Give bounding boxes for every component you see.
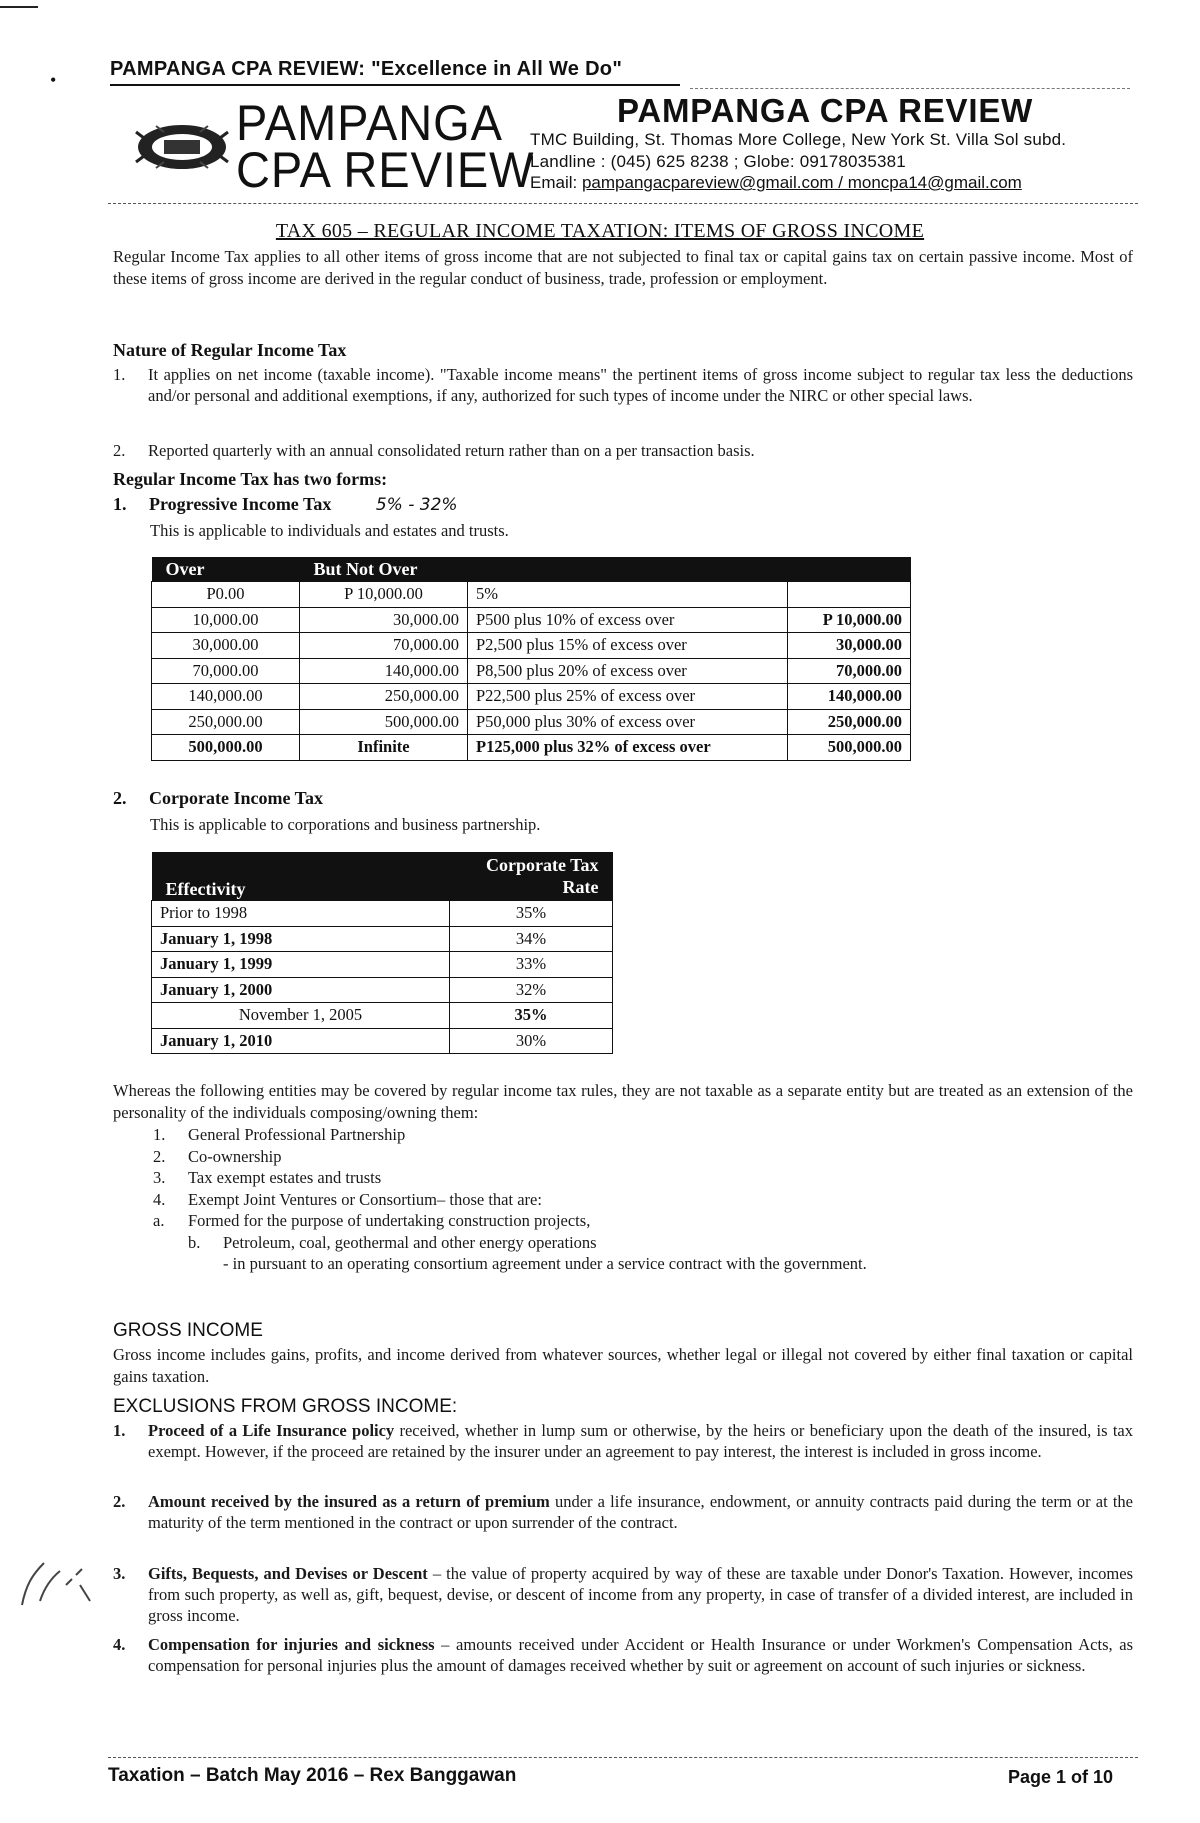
table-row <box>152 926 613 952</box>
progressive-tax-table <box>151 557 911 761</box>
table-cell: P125,000 plus 32% of excess over <box>468 735 788 761</box>
table-row <box>152 607 911 633</box>
nature-heading: Nature of Regular Income Tax <box>113 340 347 360</box>
exclusion-num: 2. <box>113 1492 126 1511</box>
exclusion-title: Proceed of a Life Insurance policy <box>148 1421 395 1440</box>
table-row <box>152 709 911 735</box>
nature-item-text: Reported quarterly with an annual consolidated return rather than on a per transaction basis. <box>148 441 755 460</box>
table-cell: P 10,000.00 <box>300 582 468 608</box>
gross-income-paragraph: Gross income includes gains, profits, and income derived from whatever sources, whether legal or illegal not covered by either final taxation or capital gains taxation. <box>113 1345 1133 1386</box>
forms-heading: Regular Income Tax has two forms: <box>113 469 388 489</box>
nature-item-1 <box>113 364 1133 406</box>
org-name: PAMPANGA CPA REVIEW <box>617 92 1034 129</box>
exclusion-item-4 <box>113 1634 1133 1676</box>
table-cell: 250,000.00 <box>788 709 911 735</box>
exclusion-body <box>148 1563 1133 1626</box>
exclusion-text: under a life insurance, endowment, or annuity contracts paid during the term or at the maturity of the term mentioned in the contract or upon surrender of the contract. <box>148 1492 1134 1532</box>
list-num: 2. <box>153 1146 166 1166</box>
footer-page-number: Page 1 of 10 <box>1008 1767 1114 1787</box>
table-cell: 30,000.00 <box>300 607 468 633</box>
table-header-row <box>152 852 613 901</box>
whereas-paragraph: Whereas the following entities may be covered by regular income tax rules, they are not taxable as a separate entity but are treated as an extension of the personality of the individuals composing/owning them: <box>113 1081 1133 1122</box>
table-cell: November 1, 2005 <box>152 1003 450 1029</box>
corporate-tax-table <box>151 852 613 1054</box>
table-header-row <box>152 557 911 582</box>
table-cell: 70,000.00 <box>788 658 911 684</box>
logo-line-2: CPA REVIEW <box>236 142 535 198</box>
scan-mark <box>0 6 38 8</box>
table-cell: 500,000.00 <box>788 735 911 761</box>
table-row <box>152 684 911 710</box>
list-item <box>153 1167 867 1189</box>
table-row <box>152 901 613 927</box>
list-num: a. <box>153 1211 165 1230</box>
table-cell: 30,000.00 <box>788 633 911 659</box>
progressive-title-row <box>113 494 458 515</box>
table-row <box>152 658 911 684</box>
table-row <box>152 977 613 1003</box>
list-item <box>153 1210 867 1232</box>
exclusion-text: – amounts received under Accident or Health Insurance or under Workmen's Compensation Acts, as compensation for personal injuries plus the amount of damages received whether by suit or agreement on account of such injuries or sickness. <box>148 1635 1133 1675</box>
table-cell: 5% <box>468 582 788 608</box>
exclusion-body <box>148 1420 1133 1462</box>
exclusion-num: 1. <box>113 1421 126 1440</box>
table-cell: 140,000.00 <box>788 684 911 710</box>
motto-underline <box>110 84 680 86</box>
nature-item-num: 1. <box>113 365 126 384</box>
table-row <box>152 582 911 608</box>
list-text: Exempt Joint Ventures or Consortium– those that are: <box>188 1189 542 1209</box>
table-cell: P8,500 plus 20% of excess over <box>468 658 788 684</box>
nature-item-text: It applies on net income (taxable income). "Taxable income means" the pertinent items of gross income subject to regular tax less the deductions and/or personal and additional exemptions, if any, authorized for such types of income under the NIRC or other special laws. <box>148 365 1133 405</box>
table-cell: P2,500 plus 15% of excess over <box>468 633 788 659</box>
table-cell: 140,000.00 <box>152 684 300 710</box>
nature-item-num: 2. <box>113 441 126 460</box>
table-cell: 500,000.00 <box>152 735 300 761</box>
column-header <box>788 557 911 582</box>
table-cell: 32% <box>450 977 613 1003</box>
table-cell: January 1, 1998 <box>152 926 450 952</box>
table-cell: 34% <box>450 926 613 952</box>
table-row <box>152 633 911 659</box>
table-row <box>152 1003 613 1029</box>
exclusion-body <box>148 1491 1133 1533</box>
table-cell: January 1, 1999 <box>152 952 450 978</box>
exclusion-body <box>148 1634 1133 1676</box>
list-item <box>153 1189 867 1211</box>
table-cell: January 1, 2000 <box>152 977 450 1003</box>
table-cell: 10,000.00 <box>152 607 300 633</box>
exclusion-text: received, whether in lump sum or otherwise, by the heirs or beneficiary upon the death of the insured, is tax exempt. However, if the proceed are retained by the insurer under an agreement to pay interest, the interest is included in gross income. <box>148 1421 1133 1461</box>
corporate-desc: This is applicable to corporations and business partnership. <box>150 815 541 834</box>
exclusion-item-2 <box>113 1491 1133 1533</box>
list-num: b. <box>188 1232 201 1252</box>
progressive-num: 1. <box>113 494 127 514</box>
crest-emblem-icon <box>134 118 230 176</box>
exclusion-title: Compensation for injuries and sickness <box>148 1635 435 1654</box>
entity-list <box>153 1124 867 1275</box>
table-cell: Prior to 1998 <box>152 901 450 927</box>
handwritten-rate-note: 5% - 32% <box>375 495 458 515</box>
table-cell: 30,000.00 <box>152 633 300 659</box>
corporate-num: 2. <box>113 788 127 808</box>
corporate-title-row <box>113 788 323 809</box>
org-email-line <box>530 173 1022 193</box>
table-cell: P0.00 <box>152 582 300 608</box>
logo-line-1: PAMPANGA <box>236 95 503 151</box>
table-row <box>152 735 911 761</box>
list-num: 4. <box>153 1189 166 1209</box>
org-contact: Landline : (045) 625 8238 ; Globe: 09178035381 <box>530 152 906 171</box>
org-address: TMC Building, St. Thomas More College, New York St. Villa Sol subd. <box>530 130 1067 149</box>
table-cell: 70,000.00 <box>300 633 468 659</box>
list-text: Petroleum, coal, geothermal and other energy operations <box>223 1232 597 1252</box>
logo-wordmark <box>236 95 535 198</box>
list-num: 3. <box>153 1168 166 1187</box>
exclusion-title: Gifts, Bequests, and Devises or Descent <box>148 1564 428 1583</box>
table-row <box>152 952 613 978</box>
list-num: 1. <box>153 1125 166 1144</box>
footer-course: Taxation – Batch May 2016 – Rex Banggawan <box>108 1765 517 1786</box>
exclusion-text: – the value of property acquired by way of these are taxable under Donor's Taxation. However, incomes from such property, as well as, gift, bequest, devise, or descent of income from any property, in case of transfer of a divided interest, are included in gross income. <box>148 1564 1133 1625</box>
exclusions-heading: EXCLUSIONS FROM GROSS INCOME: <box>113 1396 458 1417</box>
table-cell: 70,000.00 <box>152 658 300 684</box>
subnote: - in pursuant to an operating consortium agreement under a service contract with the government. <box>223 1254 867 1273</box>
table-cell: 250,000.00 <box>300 684 468 710</box>
table-cell: Infinite <box>300 735 468 761</box>
corporate-title: Corporate Income Tax <box>149 788 323 808</box>
exclusion-item-1 <box>113 1420 1133 1462</box>
list-text: Formed for the purpose of undertaking construction projects, <box>188 1211 591 1230</box>
table-cell: P 10,000.00 <box>788 607 911 633</box>
handwritten-margin-scribble-icon <box>14 1545 94 1615</box>
top-bullet: • <box>50 70 57 90</box>
progressive-title: Progressive Income Tax <box>149 494 332 514</box>
column-header: But Not Over <box>300 557 468 582</box>
nature-item-2 <box>113 440 1133 461</box>
table-cell: 250,000.00 <box>152 709 300 735</box>
footer-rule <box>108 1757 1138 1758</box>
list-item <box>153 1124 867 1146</box>
top-motto: PAMPANGA CPA REVIEW: "Excellence in All We Do" <box>110 58 623 80</box>
table-cell: 30% <box>450 1028 613 1054</box>
list-item <box>153 1146 867 1168</box>
table-cell: 500,000.00 <box>300 709 468 735</box>
exclusion-num: 3. <box>113 1564 126 1583</box>
list-item <box>153 1232 867 1254</box>
column-header: Over <box>152 557 300 582</box>
table-cell <box>788 582 911 608</box>
section-title: TAX 605 – REGULAR INCOME TAXATION: ITEMS OF GROSS INCOME <box>275 220 925 242</box>
progressive-desc: This is applicable to individuals and estates and trusts. <box>150 521 509 540</box>
table-cell: P22,500 plus 25% of excess over <box>468 684 788 710</box>
column-header: Corporate Tax Rate <box>450 852 613 901</box>
table-cell: 140,000.00 <box>300 658 468 684</box>
table-cell: 33% <box>450 952 613 978</box>
exclusion-item-3 <box>113 1563 1133 1626</box>
list-text: Tax exempt estates and trusts <box>188 1168 382 1187</box>
table-cell: January 1, 2010 <box>152 1028 450 1054</box>
header-rule <box>108 203 1138 204</box>
column-header: Effectivity <box>152 852 450 901</box>
list-text: Co-ownership <box>188 1146 282 1166</box>
email-link[interactable]: pampangacpareview@gmail.com / moncpa14@gmail.com <box>581 173 1022 192</box>
table-row <box>152 1028 613 1054</box>
exclusion-num: 4. <box>113 1635 126 1654</box>
intro-paragraph: Regular Income Tax applies to all other items of gross income that are not subjected to final tax or capital gains tax on certain passive income. Most of these items of gross income are derived in the regular conduct of business, trade, profession or employment. <box>113 247 1133 288</box>
list-text: General Professional Partnership <box>188 1125 406 1144</box>
email-label: Email: <box>530 173 578 192</box>
table-cell: 35% <box>450 901 613 927</box>
table-cell: P500 plus 10% of excess over <box>468 607 788 633</box>
table-cell: 35% <box>450 1003 613 1029</box>
column-header <box>468 557 788 582</box>
table-cell: P50,000 plus 30% of excess over <box>468 709 788 735</box>
exclusion-title: Amount received by the insured as a return of premium <box>148 1492 550 1511</box>
motto-dash-rule <box>690 88 1130 89</box>
gross-income-heading: GROSS INCOME <box>113 1320 263 1341</box>
